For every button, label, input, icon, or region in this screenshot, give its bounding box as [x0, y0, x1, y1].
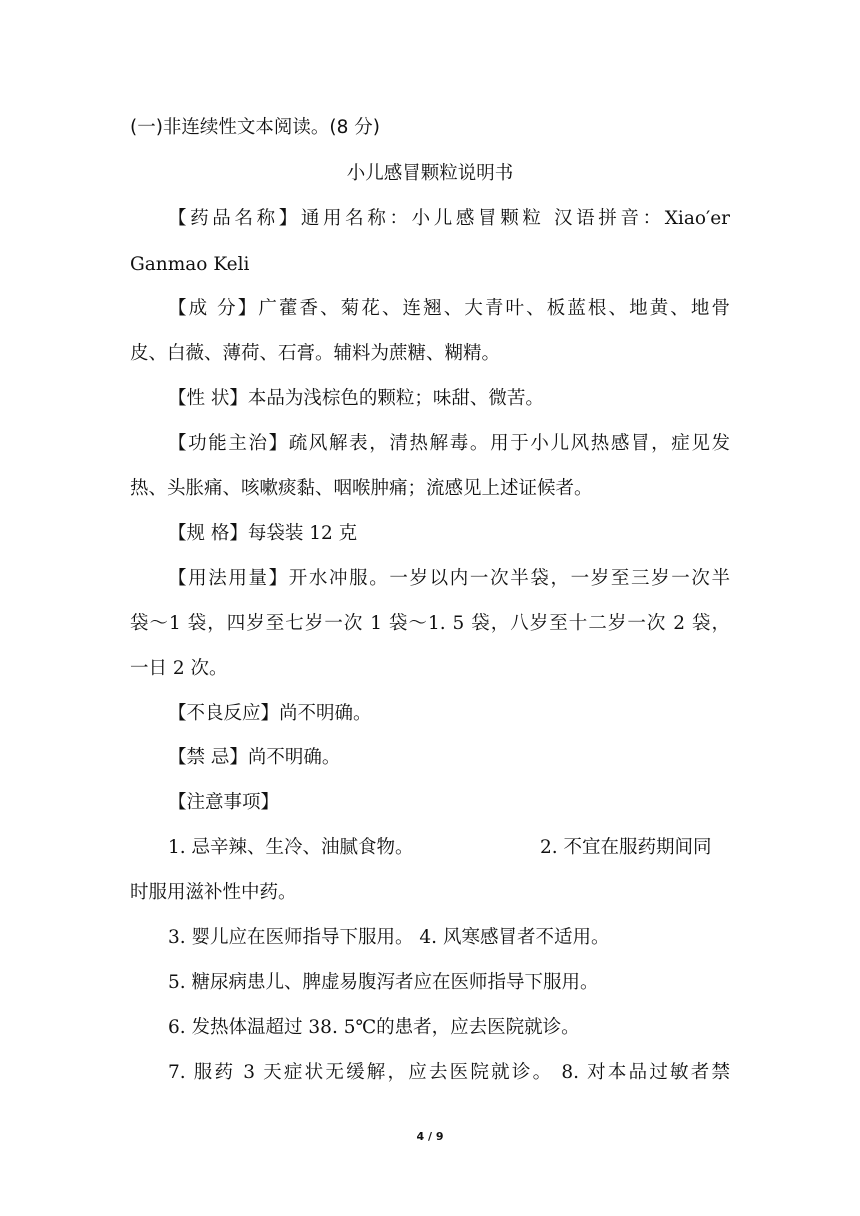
drug-name-line-1: 【药品名称】通用名称：小儿感冒颗粒 汉语拼音：Xiao′er [168, 208, 730, 229]
precaution-6: 6. 发热体温超过 38. 5℃的患者，应去医院就诊。 [168, 1017, 580, 1038]
page-number: 4 / 9 [416, 1130, 444, 1143]
contraindications-line: 【禁 忌】尚不明确。 [168, 747, 341, 768]
spec-line: 【规 格】每袋装 12 克 [168, 523, 358, 544]
precaution-5: 5. 糖尿病患儿、脾虚易腹泻者应在医师指导下服用。 [168, 972, 599, 993]
usage-line-2: 袋～1 袋，四岁至七岁一次 1 袋～1. 5 袋，八岁至十二岁一次 2 袋， [130, 613, 730, 634]
precaution-2-end: 时服用滋补性中药。 [130, 882, 297, 903]
precaution-3-4: 3. 婴儿应在医师指导下服用。 4. 风寒感冒者不适用。 [168, 927, 610, 948]
function-line-1: 【功能主治】疏风解表，清热解毒。用于小儿风热感冒，症见发 [168, 433, 730, 454]
properties-line: 【性 状】本品为浅棕色的颗粒；味甜、微苦。 [168, 388, 544, 409]
document-title: 小儿感冒颗粒说明书 [346, 163, 514, 184]
ingredients-line-2: 皮、白薇、薄荷、石膏。辅料为蔗糖、糊精。 [130, 343, 501, 364]
precaution-2-start: 2. 不宜在服药期间同 [540, 837, 712, 858]
precaution-7-8: 7. 服药 3 天症状无缓解，应去医院就诊。 8. 对本品过敏者禁 [168, 1062, 730, 1083]
precaution-1: 1. 忌辛辣、生冷、油腻食物。 [168, 837, 414, 858]
function-line-2: 热、头胀痛、咳嗽痰黏、咽喉肿痛；流感见上述证候者。 [130, 478, 593, 499]
section-heading: (一)非连续性文本阅读。(8 分) [130, 117, 381, 138]
drug-name-line-2: Ganmao Keli [130, 254, 250, 275]
usage-line-3: 一日 2 次。 [130, 658, 228, 679]
ingredients-line-1: 【成 分】广藿香、菊花、连翘、大青叶、板蓝根、地黄、地骨 [168, 298, 730, 319]
precautions-heading: 【注意事项】 [168, 792, 280, 813]
usage-line-1: 【用法用量】开水冲服。一岁以内一次半袋，一岁至三岁一次半 [168, 568, 730, 589]
adverse-reactions-line: 【不良反应】尚不明确。 [168, 703, 372, 724]
